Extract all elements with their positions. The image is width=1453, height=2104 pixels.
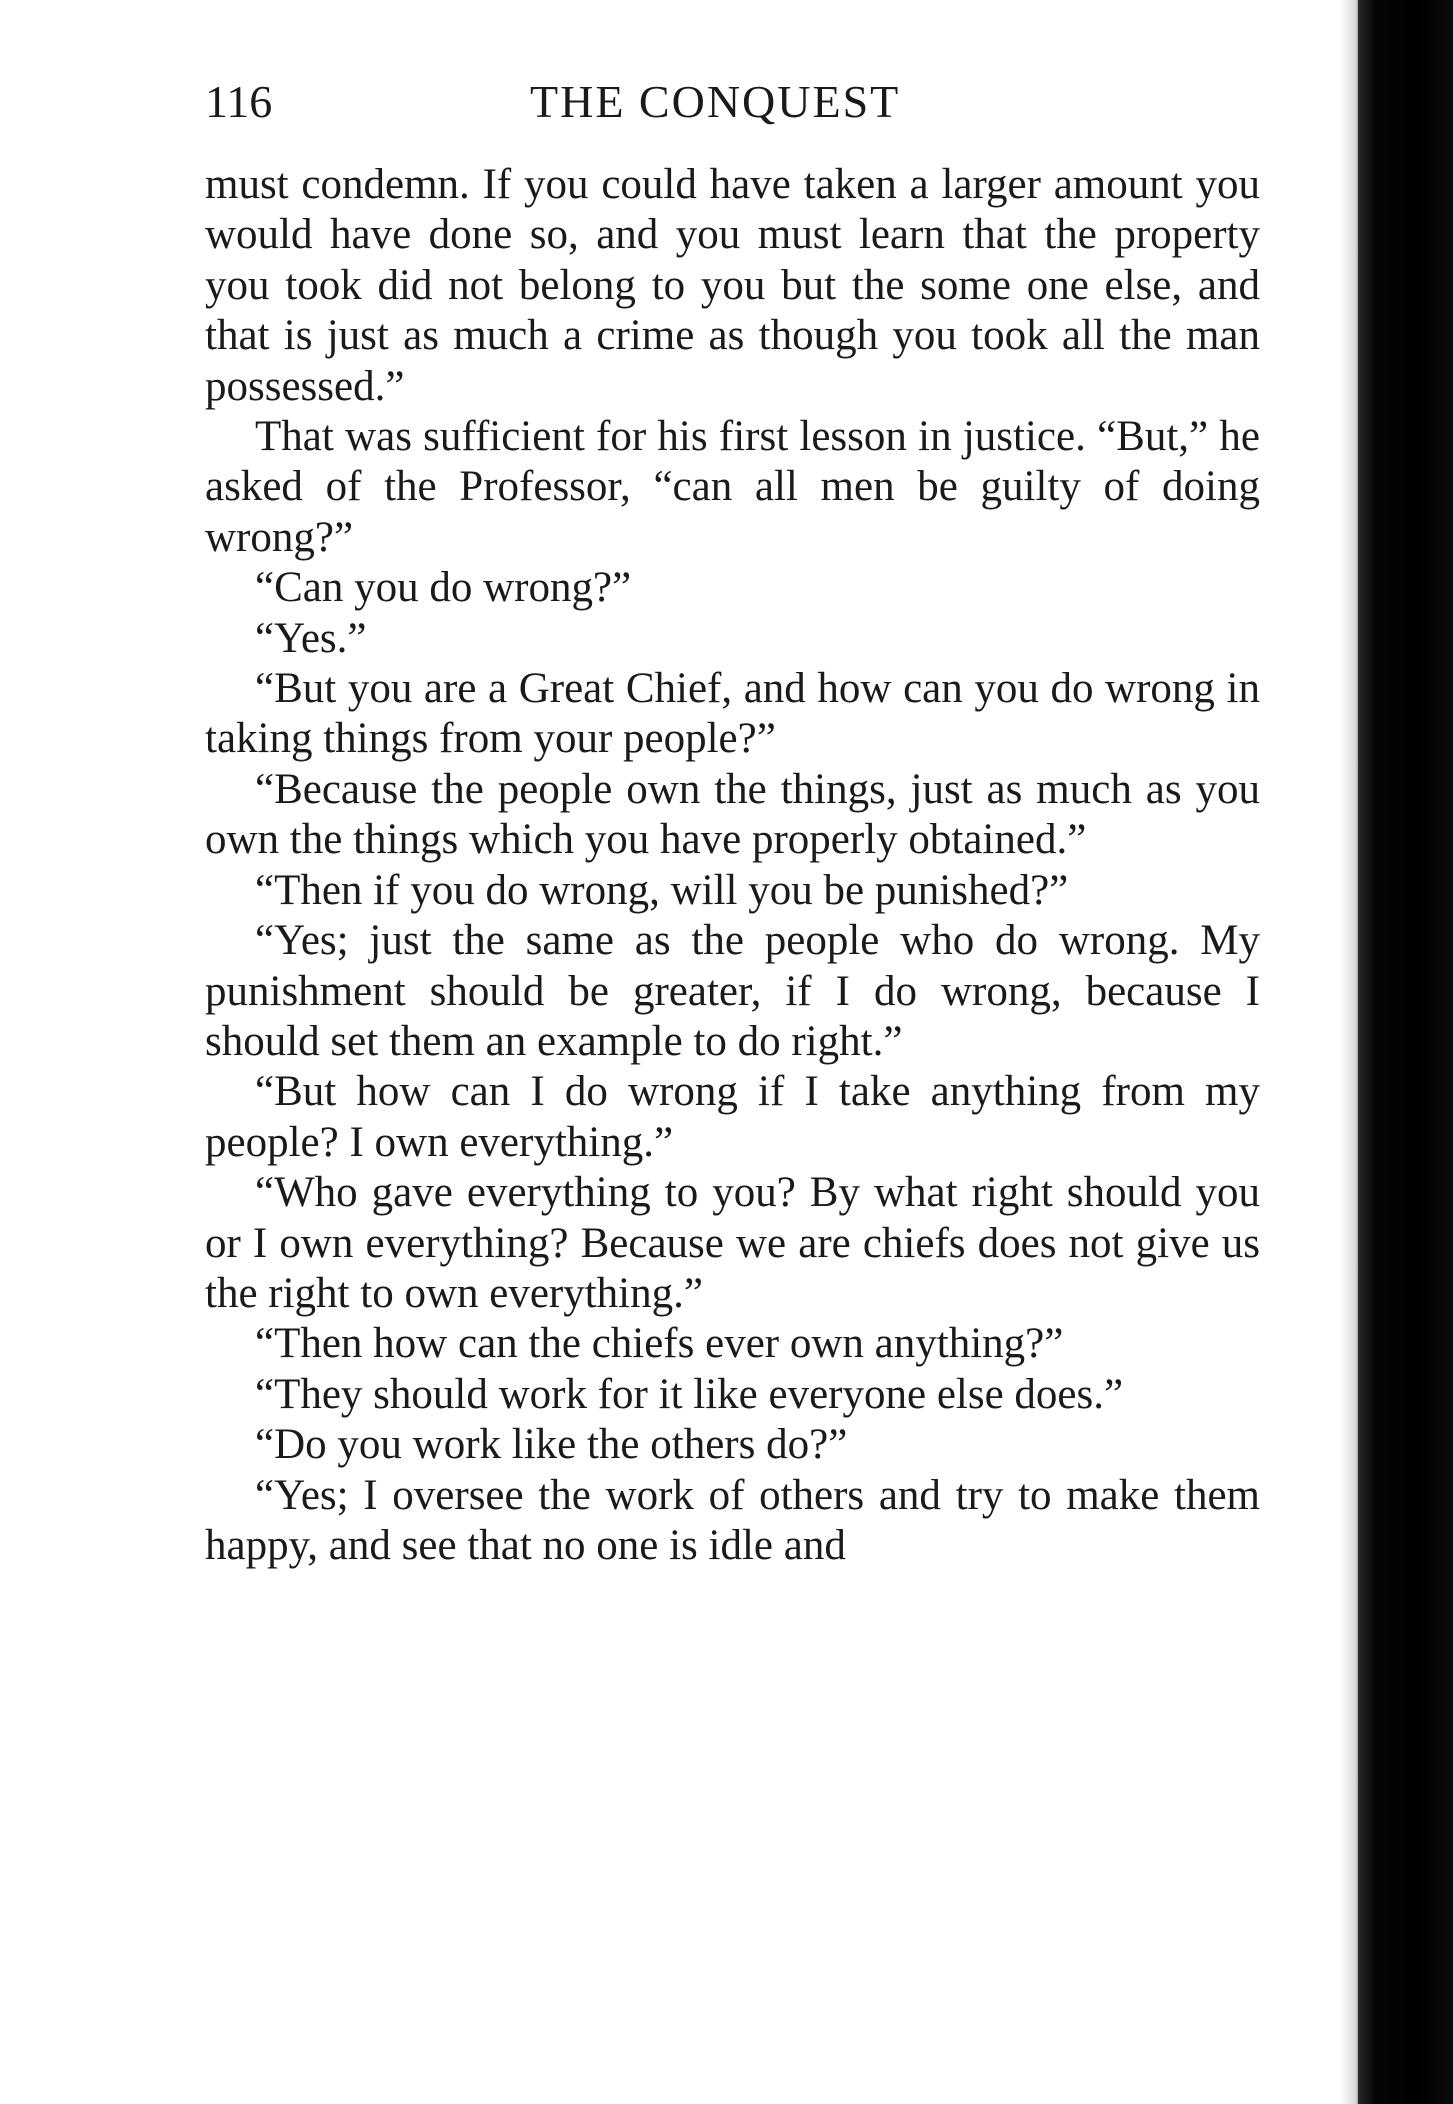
paragraph: “Then if you do wrong, will you be punished?” bbox=[255, 866, 1069, 914]
paragraph: “Who gave everything to you? By what right should you or I own everything? Because we are chiefs does not give us the right to own everything.” bbox=[205, 1169, 1260, 1317]
paragraph: “But you are a Great Chief, and how can you do wrong in taking things from your people?” bbox=[205, 665, 1260, 763]
body-text bbox=[205, 160, 1260, 1571]
paragraph: That was sufficient for his first lesson in justice. “But,” he asked of the Professor, “can all men be guilty of doing wrong?” bbox=[205, 413, 1260, 561]
paragraph: “Yes.” bbox=[255, 614, 367, 662]
page-header bbox=[205, 72, 1260, 132]
paragraph: must condemn. If you could have taken a larger amount you would have done so, and you must learn that the property you took did not belong to you but the some one else, and that is just as much a crime as though you took all the man possessed.” bbox=[205, 161, 1260, 410]
paragraph: “Can you do wrong?” bbox=[255, 564, 632, 612]
paragraph: “Yes; I oversee the work of others and try to make them happy, and see that no one is idle and bbox=[205, 1471, 1260, 1569]
paragraph: “They should work for it like everyone else does.” bbox=[255, 1370, 1124, 1418]
paragraph: “But how can I do wrong if I take anything from my people? I own everything.” bbox=[205, 1068, 1260, 1166]
running-title: THE CONQUEST bbox=[530, 76, 901, 127]
page-number: 116 bbox=[205, 76, 273, 127]
paragraph: “Because the people own the things, just as much as you own the things which you have properly obtained.” bbox=[205, 765, 1260, 864]
paragraph: “Do you work like the others do?” bbox=[255, 1421, 848, 1469]
paragraph: “Yes; just the same as the people who do wrong. My punishment should be greater, if I do wrong, because I should set them an example to do right.” bbox=[205, 917, 1260, 1065]
paragraph: “Then how can the chiefs ever own anything?” bbox=[255, 1320, 1064, 1368]
book-spine-edge bbox=[1358, 0, 1453, 2104]
